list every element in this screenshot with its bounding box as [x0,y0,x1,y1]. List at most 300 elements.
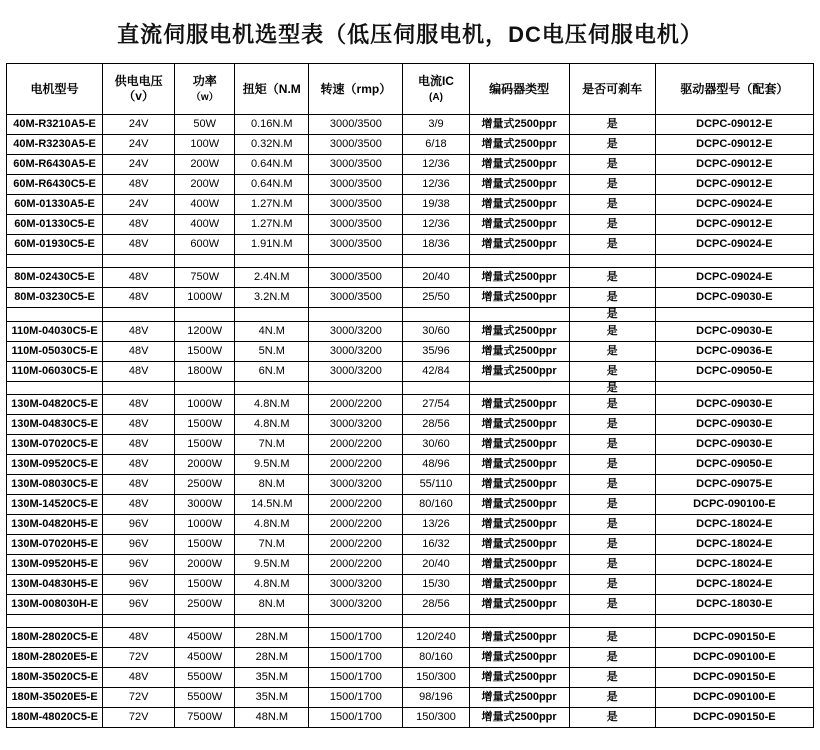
cell-encoder [469,308,569,322]
cell-encoder: 增量式2500ppr [469,135,569,155]
cell-speed: 1500/1700 [309,708,403,728]
cell-driver: DCPC-18024-E [655,575,813,595]
table-row [7,288,814,308]
cell-voltage: 72V [103,648,175,668]
cell-current: 13/26 [403,515,469,535]
cell-current: 120/240 [403,628,469,648]
cell-power: 1500W [175,435,235,455]
cell-encoder: 增量式2500ppr [469,475,569,495]
column-header-power [175,64,235,115]
cell-power: 1200W [175,321,235,341]
table-row [7,648,814,668]
table-row [7,395,814,415]
cell-brake: 是 [569,708,655,728]
cell-voltage: 96V [103,535,175,555]
cell-torque: 48N.M [235,708,309,728]
cell-voltage [103,255,175,268]
cell-current: 35/96 [403,341,469,361]
cell-torque: 9.5N.M [235,555,309,575]
cell-current: 6/18 [403,135,469,155]
table-row [7,268,814,288]
column-header-torque: 扭矩（N.M [235,64,309,115]
cell-driver [655,308,813,322]
cell-driver: DCPC-09024-E [655,195,813,215]
cell-speed: 2000/2200 [309,535,403,555]
cell-driver: DCPC-09024-E [655,268,813,288]
cell-model: 40M-R3230A5-E [7,135,103,155]
cell-voltage: 48V [103,288,175,308]
table-row [7,235,814,255]
cell-encoder: 增量式2500ppr [469,175,569,195]
cell-brake: 是 [569,235,655,255]
cell-speed: 2000/2200 [309,395,403,415]
cell-current: 28/56 [403,415,469,435]
cell-brake: 是 [569,555,655,575]
cell-torque: 35N.M [235,668,309,688]
cell-model: 110M-06030C5-E [7,361,103,381]
cell-driver: DCPC-09050-E [655,455,813,475]
table-row [7,175,814,195]
cell-encoder: 增量式2500ppr [469,688,569,708]
cell-power: 400W [175,195,235,215]
cell-voltage: 48V [103,495,175,515]
cell-power: 2500W [175,595,235,615]
cell-power: 1000W [175,395,235,415]
cell-voltage: 48V [103,475,175,495]
cell-power: 1800W [175,361,235,381]
column-header-voltage: 供电电压（v） [103,64,175,115]
cell-encoder: 增量式2500ppr [469,515,569,535]
cell-power: 1000W [175,515,235,535]
cell-power: 50W [175,115,235,135]
cell-speed: 3000/3500 [309,195,403,215]
cell-voltage: 48V [103,321,175,341]
cell-speed: 3000/3500 [309,115,403,135]
cell-torque: 35N.M [235,688,309,708]
cell-torque [235,308,309,322]
cell-torque: 0.64N.M [235,175,309,195]
cell-model: 60M-R6430A5-E [7,155,103,175]
cell-brake: 是 [569,175,655,195]
cell-power: 400W [175,215,235,235]
cell-speed: 3000/3500 [309,268,403,288]
cell-model: 60M-01930C5-E [7,235,103,255]
cell-driver: DCPC-18024-E [655,515,813,535]
cell-speed [309,255,403,268]
cell-model: 80M-02430C5-E [7,268,103,288]
cell-brake: 是 [569,535,655,555]
cell-encoder: 增量式2500ppr [469,361,569,381]
cell-encoder: 增量式2500ppr [469,595,569,615]
table-row [7,115,814,135]
cell-torque: 2.4N.M [235,268,309,288]
header-row [7,64,814,115]
cell-torque: 4.8N.M [235,575,309,595]
cell-torque: 9.5N.M [235,455,309,475]
cell-current: 27/54 [403,395,469,415]
cell-speed: 2000/2200 [309,495,403,515]
cell-current: 20/40 [403,555,469,575]
table-row [7,415,814,435]
cell-driver [655,615,813,628]
cell-current: 18/36 [403,235,469,255]
cell-brake: 是 [569,435,655,455]
cell-driver: DCPC-09030-E [655,321,813,341]
cell-driver: DCPC-09030-E [655,288,813,308]
table-row [7,535,814,555]
cell-power: 3000W [175,495,235,515]
cell-speed: 3000/3200 [309,475,403,495]
cell-current: 12/36 [403,155,469,175]
cell-brake: 是 [569,628,655,648]
table-row [7,688,814,708]
cell-encoder: 增量式2500ppr [469,708,569,728]
column-header-power-main: 功率 [192,73,217,88]
cell-power: 1500W [175,535,235,555]
cell-voltage: 48V [103,175,175,195]
cell-torque: 0.16N.M [235,115,309,135]
cell-voltage: 24V [103,195,175,215]
cell-speed: 3000/3500 [309,155,403,175]
cell-encoder: 增量式2500ppr [469,341,569,361]
cell-torque: 1.27N.M [235,195,309,215]
table-row [7,475,814,495]
cell-speed: 3000/3500 [309,288,403,308]
cell-model: 180M-35020C5-E [7,668,103,688]
cell-torque: 3.2N.M [235,288,309,308]
cell-torque: 7N.M [235,435,309,455]
cell-power: 5500W [175,668,235,688]
cell-voltage: 48V [103,435,175,455]
cell-model: 60M-R6430C5-E [7,175,103,195]
cell-encoder: 增量式2500ppr [469,288,569,308]
table-header [7,64,814,115]
cell-brake [569,615,655,628]
cell-encoder [469,381,569,395]
cell-speed: 3000/3200 [309,595,403,615]
cell-current: 30/60 [403,321,469,341]
cell-voltage: 96V [103,595,175,615]
cell-brake: 是 [569,155,655,175]
table-row [7,708,814,728]
cell-encoder: 增量式2500ppr [469,555,569,575]
table-row [7,595,814,615]
table-row [7,215,814,235]
cell-speed: 1500/1700 [309,688,403,708]
cell-driver: DCPC-09012-E [655,115,813,135]
cell-torque: 4.8N.M [235,515,309,535]
cell-current: 80/160 [403,495,469,515]
column-header-model: 电机型号 [7,64,103,115]
cell-encoder: 增量式2500ppr [469,235,569,255]
table-row [7,321,814,341]
cell-encoder: 增量式2500ppr [469,575,569,595]
cell-encoder: 增量式2500ppr [469,648,569,668]
table-row [7,495,814,515]
cell-torque [235,615,309,628]
cell-speed: 2000/2200 [309,455,403,475]
cell-current: 30/60 [403,435,469,455]
cell-torque: 28N.M [235,628,309,648]
cell-encoder: 增量式2500ppr [469,415,569,435]
column-header-current [403,64,469,115]
cell-power: 750W [175,268,235,288]
cell-voltage: 48V [103,215,175,235]
cell-torque: 5N.M [235,341,309,361]
cell-power: 200W [175,175,235,195]
cell-voltage: 48V [103,628,175,648]
cell-speed: 1500/1700 [309,648,403,668]
table-row [7,555,814,575]
cell-model: 180M-28020E5-E [7,648,103,668]
cell-encoder: 增量式2500ppr [469,668,569,688]
cell-speed [309,381,403,395]
cell-power: 2000W [175,555,235,575]
cell-current: 15/30 [403,575,469,595]
cell-power: 2500W [175,475,235,495]
cell-encoder: 增量式2500ppr [469,628,569,648]
table-row [7,515,814,535]
cell-model: 60M-01330A5-E [7,195,103,215]
cell-brake [569,255,655,268]
cell-model: 40M-R3210A5-E [7,115,103,135]
table-row [7,628,814,648]
cell-voltage: 48V [103,341,175,361]
cell-model: 130M-04820C5-E [7,395,103,415]
table-row [7,575,814,595]
cell-current: 12/36 [403,175,469,195]
cell-current: 98/196 [403,688,469,708]
cell-voltage [103,381,175,395]
cell-torque: 4.8N.M [235,415,309,435]
cell-voltage: 48V [103,361,175,381]
cell-brake: 是 [569,321,655,341]
cell-model: 130M-07020H5-E [7,535,103,555]
cell-speed: 3000/3200 [309,321,403,341]
cell-model: 60M-01330C5-E [7,215,103,235]
cell-model: 130M-08030C5-E [7,475,103,495]
cell-brake: 是 [569,395,655,415]
cell-encoder: 增量式2500ppr [469,155,569,175]
cell-driver: DCPC-090150-E [655,708,813,728]
column-header-driver: 驱动器型号（配套） [655,64,813,115]
table-spacer-row [7,255,814,268]
cell-speed: 3000/3200 [309,575,403,595]
table-row [7,195,814,215]
column-header-speed: 转速（rmp） [309,64,403,115]
cell-current [403,255,469,268]
cell-power: 5500W [175,688,235,708]
cell-current: 19/38 [403,195,469,215]
cell-torque [235,255,309,268]
cell-speed: 3000/3200 [309,341,403,361]
cell-current: 150/300 [403,708,469,728]
cell-power: 1500W [175,575,235,595]
cell-torque: 4N.M [235,321,309,341]
cell-current: 150/300 [403,668,469,688]
cell-encoder: 增量式2500ppr [469,395,569,415]
cell-voltage: 48V [103,235,175,255]
cell-power [175,615,235,628]
table-row [7,155,814,175]
cell-speed: 3000/3500 [309,235,403,255]
cell-voltage: 24V [103,115,175,135]
cell-brake: 是 [569,115,655,135]
cell-driver: DCPC-09012-E [655,155,813,175]
table-spacer-row [7,308,814,322]
table-row [7,455,814,475]
motor-selection-table [6,63,814,728]
cell-speed: 2000/2200 [309,515,403,535]
cell-torque: 8N.M [235,475,309,495]
cell-power: 200W [175,155,235,175]
cell-current: 20/40 [403,268,469,288]
cell-brake: 是 [569,515,655,535]
cell-encoder: 增量式2500ppr [469,535,569,555]
cell-model: 180M-48020C5-E [7,708,103,728]
cell-voltage: 24V [103,135,175,155]
cell-model: 130M-04820H5-E [7,515,103,535]
cell-current: 28/56 [403,595,469,615]
cell-model: 130M-14520C5-E [7,495,103,515]
cell-speed [309,615,403,628]
cell-speed: 1500/1700 [309,628,403,648]
cell-current [403,615,469,628]
cell-brake: 是 [569,361,655,381]
cell-torque: 1.91N.M [235,235,309,255]
table-row [7,435,814,455]
cell-brake: 是 [569,381,655,395]
cell-torque: 6N.M [235,361,309,381]
cell-voltage: 48V [103,455,175,475]
cell-power [175,308,235,322]
cell-model: 130M-07020C5-E [7,435,103,455]
cell-encoder: 增量式2500ppr [469,435,569,455]
cell-driver: DCPC-090100-E [655,495,813,515]
cell-speed: 3000/3200 [309,361,403,381]
cell-model [7,381,103,395]
cell-voltage: 48V [103,668,175,688]
cell-torque: 4.8N.M [235,395,309,415]
cell-driver: DCPC-09030-E [655,435,813,455]
cell-power [175,255,235,268]
cell-power [175,381,235,395]
cell-model: 130M-04830C5-E [7,415,103,435]
cell-voltage: 48V [103,395,175,415]
cell-driver [655,381,813,395]
cell-voltage: 96V [103,555,175,575]
cell-voltage: 72V [103,708,175,728]
table-row [7,341,814,361]
cell-encoder [469,255,569,268]
cell-power: 600W [175,235,235,255]
cell-model: 130M-09520C5-E [7,455,103,475]
cell-encoder [469,615,569,628]
column-header-encoder: 编码器类型 [469,64,569,115]
cell-torque: 8N.M [235,595,309,615]
cell-brake: 是 [569,268,655,288]
cell-brake: 是 [569,495,655,515]
cell-torque: 28N.M [235,648,309,668]
cell-encoder: 增量式2500ppr [469,195,569,215]
cell-brake: 是 [569,341,655,361]
cell-model: 80M-03230C5-E [7,288,103,308]
cell-brake: 是 [569,135,655,155]
cell-power: 7500W [175,708,235,728]
cell-brake: 是 [569,215,655,235]
cell-power: 4500W [175,648,235,668]
cell-driver: DCPC-09024-E [655,235,813,255]
cell-speed: 3000/3500 [309,175,403,195]
cell-speed: 3000/3500 [309,215,403,235]
table-row [7,135,814,155]
cell-brake: 是 [569,195,655,215]
cell-current: 48/96 [403,455,469,475]
cell-torque: 7N.M [235,535,309,555]
column-header-current-sub: (A) [429,91,443,103]
cell-power: 1500W [175,415,235,435]
table-spacer-row [7,381,814,395]
cell-driver: DCPC-09030-E [655,415,813,435]
cell-torque [235,381,309,395]
cell-brake: 是 [569,668,655,688]
cell-encoder: 增量式2500ppr [469,321,569,341]
cell-current: 42/84 [403,361,469,381]
cell-brake: 是 [569,648,655,668]
cell-current: 16/32 [403,535,469,555]
cell-model [7,308,103,322]
cell-current [403,381,469,395]
cell-model: 130M-04830H5-E [7,575,103,595]
cell-power: 2000W [175,455,235,475]
cell-speed [309,308,403,322]
cell-driver: DCPC-09012-E [655,175,813,195]
cell-voltage: 48V [103,415,175,435]
cell-power: 1500W [175,341,235,361]
cell-current [403,308,469,322]
cell-driver: DCPC-09036-E [655,341,813,361]
cell-brake: 是 [569,288,655,308]
cell-driver: DCPC-09012-E [655,135,813,155]
cell-driver: DCPC-09030-E [655,395,813,415]
table-body [7,115,814,728]
cell-driver: DCPC-090150-E [655,668,813,688]
cell-power: 1000W [175,288,235,308]
column-header-brake: 是否可刹车 [569,64,655,115]
cell-torque: 0.64N.M [235,155,309,175]
cell-speed: 2000/2200 [309,435,403,455]
cell-model: 180M-35020E5-E [7,688,103,708]
table-row [7,668,814,688]
cell-brake: 是 [569,575,655,595]
cell-brake: 是 [569,475,655,495]
cell-current: 3/9 [403,115,469,135]
cell-model: 130M-09520H5-E [7,555,103,575]
cell-current: 12/36 [403,215,469,235]
cell-current: 55/110 [403,475,469,495]
cell-brake: 是 [569,308,655,322]
cell-brake: 是 [569,455,655,475]
cell-encoder: 增量式2500ppr [469,115,569,135]
cell-encoder: 增量式2500ppr [469,268,569,288]
column-header-current-main: 电流IC [417,73,454,88]
column-header-power-sub: （w） [190,91,219,103]
cell-voltage [103,308,175,322]
page-title: 直流伺服电机选型表（低压伺服电机，DC电压伺服电机） [117,22,703,47]
cell-model: 180M-28020C5-E [7,628,103,648]
cell-model: 130M-008030H-E [7,595,103,615]
cell-torque: 1.27N.M [235,215,309,235]
